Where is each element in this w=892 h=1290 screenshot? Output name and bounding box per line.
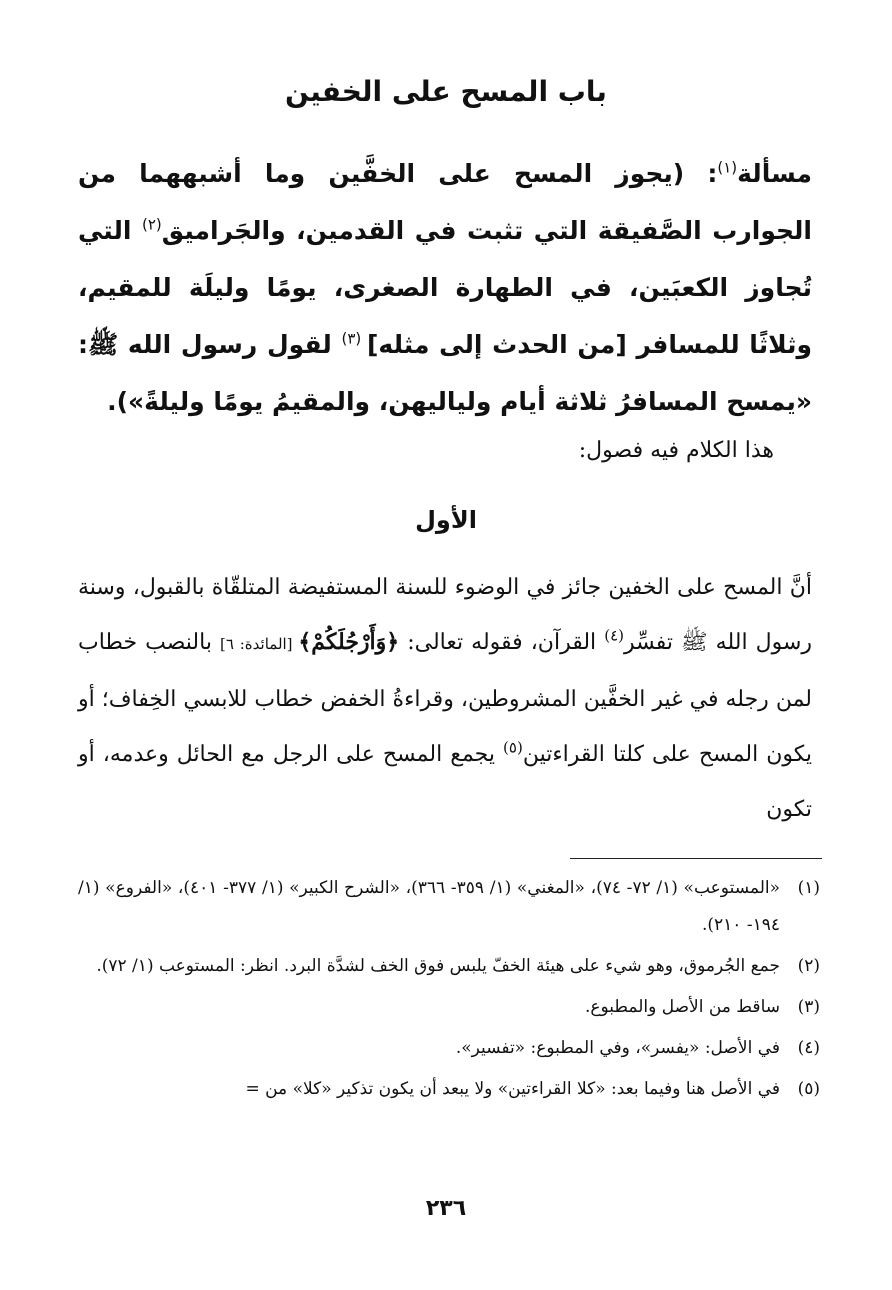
footnote-number: (٤) — [797, 1038, 820, 1058]
body-paragraph — [78, 560, 812, 837]
footnote-ref-2[interactable]: (٢) — [142, 215, 162, 234]
footnote-number: (١) — [797, 878, 820, 898]
masala-text-part1: : (يجوز المسح على الخفَّين وما أشبههما من الجوارب الصَّفيقة التي تثبت في القدمين، والجَراميق — [78, 159, 812, 245]
footnote-text: في الأصل هنا وفيما بعد: «كلا القراءتين» ولا يبعد أن يكون تذكير «كلا» من = — [245, 1079, 780, 1099]
footnote-number: (٣) — [797, 997, 820, 1017]
footnote-number: (٢) — [797, 956, 820, 976]
footnote-text: في الأصل: «يفسر»، وفي المطبوع: «تفسير». — [455, 1038, 780, 1058]
masala-paragraph — [78, 145, 812, 430]
footnote-text: ساقط من الأصل والمطبوع. — [584, 997, 780, 1017]
quran-reference: [المائدة: ٦] — [220, 635, 299, 653]
body-text-part2: القرآن، فقوله تعالى: — [399, 630, 605, 655]
masala-text-part2: التي تُجاوز الكعبَين، في الطهارة الصغرى، يومًا وليلَة للمقيم، وثلاثًا للمسافر [من الحدث إلى مثله] — [78, 216, 812, 359]
footnote-ref-4[interactable]: (٤) — [604, 626, 624, 645]
footnote-number: (٥) — [797, 1079, 820, 1099]
masala-label: مسألة — [737, 159, 812, 188]
footnote-item — [78, 989, 820, 1026]
footnote-item — [78, 1071, 820, 1108]
footnote-ref-3[interactable]: (٣) — [341, 329, 367, 348]
footnote-item — [78, 870, 820, 944]
footnote-item — [78, 1030, 820, 1067]
body-text-part3: بالنصب خطاب لمن رجله في غير الخفَّين المشروطين، وقراءةُ الخفض خطاب للابسي الخِفاف؛ أو يكون المسح على كلتا القراءتين — [78, 630, 813, 767]
intro-line: هذا الكلام فيه فصول: — [578, 438, 774, 463]
body-text-part4: يجمع المسح على الرجل مع الحائل وعدمه، أو تكون — [78, 742, 812, 822]
footnote-separator — [570, 858, 822, 859]
page-number: ٢٣٦ — [425, 1196, 467, 1221]
footnotes-list — [78, 870, 820, 1112]
section-heading: الأول — [415, 506, 477, 534]
masala-text-part3: لقول رسول الله ﷺ: «يمسح المسافرُ ثلاثة أيام ولياليهن، والمقيمُ يومًا وليلةً»). — [78, 330, 812, 416]
footnote-text: جمع الجُرموق، وهو شيء على هيئة الخفّ يلبس فوق الخف لشدَّة البرد. انظر: المستوعب (١/ ٧٢). — [96, 956, 780, 976]
footnote-ref-1[interactable]: (١) — [717, 158, 738, 177]
quran-verse: ﴿وَأَرْجُلَكُمْ﴾ — [298, 629, 400, 655]
footnote-text: «المستوعب» (١/ ٧٢- ٧٤)، «المغني» (١/ ٣٥٩- ٣٦٦)، «الشرح الكبير» (١/ ٣٧٧- ٤٠١)، «الفروع» (١/ ١٩٤- ٢١٠). — [78, 878, 781, 935]
footnote-ref-5[interactable]: (٥) — [503, 738, 523, 757]
body-text-part1: أنَّ المسح على الخفين جائز في الوضوء للسنة المستفيضة المتلقّاة بالقبول، وسنة رسول الله ﷺ تفسِّر — [78, 575, 812, 655]
footnote-item — [78, 948, 820, 985]
chapter-title: باب المسح على الخفين — [285, 75, 607, 108]
